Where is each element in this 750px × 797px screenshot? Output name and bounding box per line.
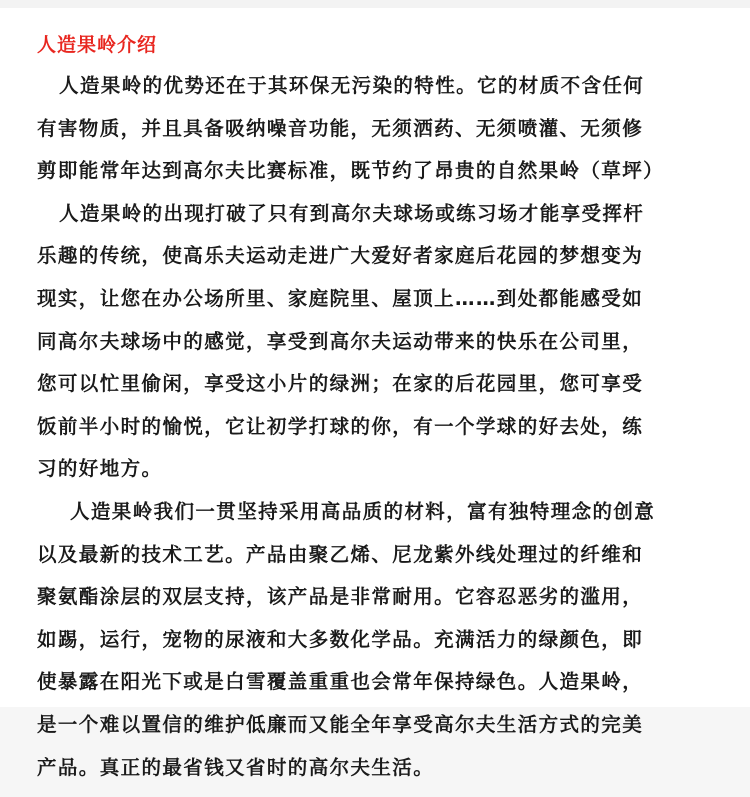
text-line: 习的好地方。 <box>37 457 163 481</box>
top-band <box>0 0 750 8</box>
text-line: 以及最新的技术工艺。产品由聚乙烯、尼龙紫外线处理过的纤维和 <box>37 542 644 566</box>
text-line: 乐趣的传统，使高乐夫运动走进广大爱好者家庭后花园的梦想变为 <box>37 244 644 268</box>
text-line: 产品。真正的最省钱又省时的高尔夫生活。 <box>37 755 435 779</box>
text-line: 使暴露在阳光下或是白雪覆盖重重也会常年保持绿色。人造果岭， <box>37 670 644 694</box>
text-line: 人造果岭我们一贯坚持采用高品质的材料，富有独特理念的创意 <box>70 499 656 523</box>
text-line: 现实，让您在办公场所里、家庭院里、屋顶上……到处都能感受如 <box>37 286 644 310</box>
text-line: 人造果岭的优势还在于其环保无污染的特性。它的材质不含任何 <box>59 74 645 97</box>
text-line: 剪即能常年达到高尔夫比赛标准，既节约了昂贵的自然果岭（草坪） <box>37 159 665 183</box>
text-line: 您可以忙里偷闲，享受这小片的绿洲；在家的后花园里，您可享受 <box>37 372 644 396</box>
text-line: 饭前半小时的愉悦，它让初学打球的你，有一个学球的好去处，练 <box>37 414 644 438</box>
section-title: 人造果岭介绍 <box>37 34 158 56</box>
text-line: 聚氨酯涂层的双层支持，该产品是非常耐用。它容忍恶劣的滥用， <box>37 585 644 609</box>
text-line: 人造果岭的出现打破了只有到高尔夫球场或练习场才能享受挥杆 <box>59 201 645 225</box>
text-line: 是一个难以置信的维护低廉而又能全年享受高尔夫生活方式的完美 <box>37 712 644 736</box>
text-line: 如踢，运行，宠物的尿液和大多数化学品。充满活力的绿颜色，即 <box>37 627 644 651</box>
article-body <box>37 65 747 789</box>
text-line: 有害物质，并且具备吸纳噪音功能，无须洒药、无须喷灌、无须修 <box>37 116 644 140</box>
text-line: 同高尔夫球场中的感觉，享受到高尔夫运动带来的快乐在公司里， <box>37 329 644 353</box>
